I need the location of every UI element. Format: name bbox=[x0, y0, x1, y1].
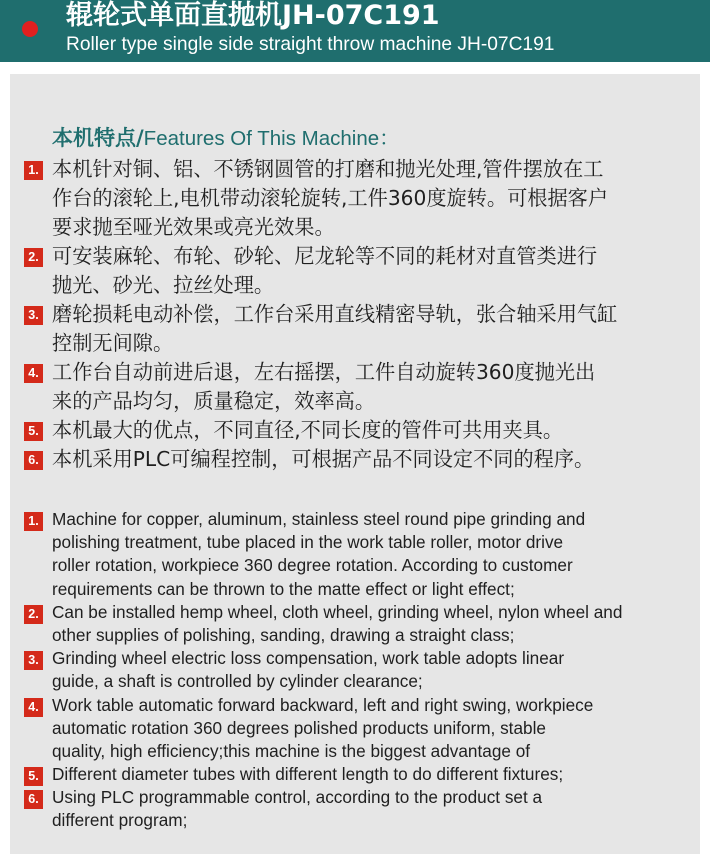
title-english: Roller type single side straight throw machine JH-07C191 bbox=[66, 34, 555, 55]
feature-item bbox=[24, 508, 704, 601]
feature-text-line: Grinding wheel electric loss compensation, work table adopts linear bbox=[52, 648, 565, 669]
number-badge: 2. bbox=[24, 248, 43, 267]
feature-text-line: 抛光、砂光、拉丝处理。 bbox=[52, 273, 275, 297]
feature-text-line: 来的产品均匀，质量稳定，效率高。 bbox=[52, 389, 376, 413]
feature-text-line: 作台的滚轮上,电机带动滚轮旋转,工件360度旋转。可根据客户 bbox=[52, 186, 609, 210]
feature-text-line: Work table automatic forward backward, left and right swing, workpiece bbox=[52, 694, 594, 715]
section-title-en: Features Of This Machine： bbox=[143, 127, 400, 150]
number-badge: 6. bbox=[24, 451, 43, 470]
section-title-cn: 本机特点/ bbox=[52, 126, 144, 150]
feature-item bbox=[24, 786, 704, 832]
number-badge: 3. bbox=[24, 651, 43, 670]
header-banner bbox=[0, 0, 710, 62]
feature-item bbox=[24, 601, 704, 647]
feature-text-line: guide, a shaft is controlled by cylinder clearance; bbox=[52, 671, 423, 692]
feature-text-line: quality, high efficiency;this machine is the biggest advantage of bbox=[52, 740, 531, 761]
number-badge: 1. bbox=[24, 161, 43, 180]
red-dot-icon bbox=[22, 21, 38, 37]
features-list-chinese bbox=[24, 155, 704, 474]
number-badge: 2. bbox=[24, 605, 43, 624]
feature-item bbox=[24, 242, 704, 300]
feature-item bbox=[24, 694, 704, 764]
feature-text-line: requirements can be thrown to the matte effect or light effect; bbox=[52, 578, 515, 599]
feature-text-line: 要求抛至哑光效果或亮光效果。 bbox=[52, 215, 335, 239]
feature-item bbox=[24, 358, 704, 416]
feature-text-line: roller rotation, workpiece 360 degree rotation. According to customer bbox=[52, 555, 573, 576]
number-badge: 6. bbox=[24, 790, 43, 809]
feature-text-line: 本机针对铜、铝、不锈钢圆管的打磨和抛光处理,管件摆放在工 bbox=[52, 157, 604, 181]
title-chinese: 辊轮式单面直抛机JH-07C191 bbox=[66, 0, 440, 31]
feature-text-line: 本机最大的优点，不同直径,不同长度的管件可共用夹具。 bbox=[52, 418, 564, 442]
feature-text-line: 磨轮损耗电动补偿，工作台采用直线精密导轨，张合轴采用气缸 bbox=[52, 302, 618, 326]
number-badge: 5. bbox=[24, 767, 43, 786]
number-badge: 3. bbox=[24, 306, 43, 325]
feature-item bbox=[24, 416, 704, 445]
feature-item bbox=[24, 300, 704, 358]
number-badge: 4. bbox=[24, 698, 43, 717]
number-badge: 1. bbox=[24, 512, 43, 531]
feature-item bbox=[24, 763, 704, 786]
feature-text-line: polishing treatment, tube placed in the work table roller, motor drive bbox=[52, 532, 564, 553]
features-list-english bbox=[24, 508, 704, 833]
feature-item bbox=[24, 445, 704, 474]
feature-text-line: 本机采用PLC可编程控制，可根据产品不同设定不同的程序。 bbox=[52, 447, 595, 471]
feature-text-line: 工作台自动前进后退，左右摇摆，工件自动旋转360度抛光出 bbox=[52, 360, 596, 384]
feature-item bbox=[24, 647, 704, 693]
feature-text-line: other supplies of polishing, sanding, drawing a straight class; bbox=[52, 624, 515, 645]
feature-text-line: different program; bbox=[52, 810, 188, 831]
feature-text-line: 可安装麻轮、布轮、砂轮、尼龙轮等不同的耗材对直管类进行 bbox=[52, 244, 598, 268]
number-badge: 4. bbox=[24, 364, 43, 383]
feature-item bbox=[24, 155, 704, 242]
feature-text-line: Machine for copper, aluminum, stainless steel round pipe grinding and bbox=[52, 509, 586, 529]
feature-text-line: 控制无间隙。 bbox=[52, 331, 174, 355]
feature-text-line: automatic rotation 360 degrees polished products uniform, stable bbox=[52, 717, 546, 738]
feature-text-line: Using PLC programmable control, according to the product set a bbox=[52, 787, 543, 808]
number-badge: 5. bbox=[24, 422, 43, 441]
feature-text-line: Can be installed hemp wheel, cloth wheel, grinding wheel, nylon wheel and bbox=[52, 601, 623, 622]
section-title bbox=[52, 122, 400, 154]
feature-text-line: Different diameter tubes with different length to do different fixtures; bbox=[52, 764, 564, 785]
